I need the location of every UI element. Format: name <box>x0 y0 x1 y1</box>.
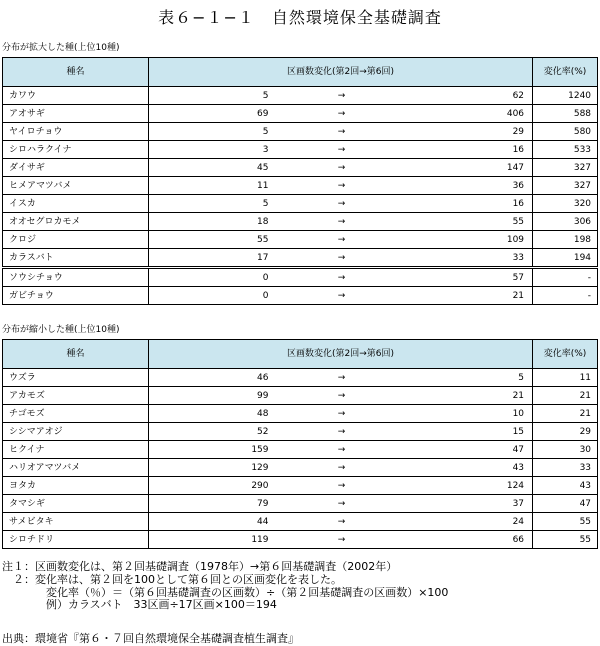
table-row <box>3 177 598 195</box>
count-6th-cell: 66 <box>407 531 533 549</box>
species-name-cell: ヨタカ <box>3 477 149 495</box>
count-6th-cell: 24 <box>407 513 533 531</box>
header-change: 区画数変化(第2回→第6回) <box>149 58 533 87</box>
species-name-cell: ヒクイナ <box>3 441 149 459</box>
count-6th-cell: 10 <box>407 405 533 423</box>
count-2nd-cell: 0 <box>149 287 277 305</box>
table-row <box>3 369 598 387</box>
note-line: ２：変化率は、第２回を100として第６回との区画変化を表した。 <box>2 572 342 586</box>
arrow-cell: → <box>277 369 407 387</box>
count-2nd-cell: 290 <box>149 477 277 495</box>
rate-cell: 1240 <box>533 87 598 105</box>
count-2nd-cell: 46 <box>149 369 277 387</box>
species-name-cell: カラスバト <box>3 249 149 268</box>
header-species: 種名 <box>3 58 149 87</box>
count-2nd-cell: 159 <box>149 441 277 459</box>
count-2nd-cell: 52 <box>149 423 277 441</box>
species-name-cell: チゴモズ <box>3 405 149 423</box>
count-2nd-cell: 0 <box>149 268 277 287</box>
species-name-cell: ダイサギ <box>3 159 149 177</box>
table-row <box>3 123 598 141</box>
rate-cell: 588 <box>533 105 598 123</box>
rate-cell: 194 <box>533 249 598 268</box>
note-line: 例）カラスバト 33区画÷17区画×100＝194 <box>2 598 277 612</box>
arrow-cell: → <box>277 495 407 513</box>
arrow-cell: → <box>277 123 407 141</box>
species-name-cell: タマシギ <box>3 495 149 513</box>
count-6th-cell: 57 <box>407 268 533 287</box>
species-name-cell: イスカ <box>3 195 149 213</box>
rate-cell: 21 <box>533 387 598 405</box>
rate-cell: 55 <box>533 513 598 531</box>
table-row <box>3 249 598 268</box>
table-row <box>3 495 598 513</box>
arrow-cell: → <box>277 249 407 268</box>
count-6th-cell: 55 <box>407 213 533 231</box>
note-line: 変化率（％）＝（第６回基礎調査の区画数）÷（第２回基礎調査の区画数）×100 <box>2 585 449 599</box>
species-name-cell: ガビチョウ <box>3 287 149 305</box>
species-name-cell: アオサギ <box>3 105 149 123</box>
count-2nd-cell: 55 <box>149 231 277 249</box>
rate-cell: 198 <box>533 231 598 249</box>
arrow-cell: → <box>277 387 407 405</box>
count-6th-cell: 47 <box>407 441 533 459</box>
rate-cell: 33 <box>533 459 598 477</box>
rate-cell: - <box>533 287 598 305</box>
arrow-cell: → <box>277 441 407 459</box>
count-2nd-cell: 11 <box>149 177 277 195</box>
count-2nd-cell: 17 <box>149 249 277 268</box>
header-rate: 変化率(%) <box>533 340 598 369</box>
table-row <box>3 195 598 213</box>
count-6th-cell: 21 <box>407 387 533 405</box>
table-row <box>3 231 598 249</box>
arrow-cell: → <box>277 405 407 423</box>
count-2nd-cell: 18 <box>149 213 277 231</box>
rate-cell: 55 <box>533 531 598 549</box>
rate-cell: 320 <box>533 195 598 213</box>
table-row <box>3 531 598 549</box>
rate-cell: 43 <box>533 477 598 495</box>
arrow-cell: → <box>277 477 407 495</box>
arrow-cell: → <box>277 531 407 549</box>
count-2nd-cell: 99 <box>149 387 277 405</box>
section-label-shrunk: 分布が縮小した種(上位10種) <box>2 325 120 335</box>
table-row <box>3 513 598 531</box>
arrow-cell: → <box>277 213 407 231</box>
count-2nd-cell: 44 <box>149 513 277 531</box>
table-row <box>3 441 598 459</box>
section-label-expanded: 分布が拡大した種(上位10種) <box>2 43 120 53</box>
count-2nd-cell: 45 <box>149 159 277 177</box>
table-expanded-species <box>2 57 598 305</box>
table-header-row <box>3 340 598 369</box>
arrow-cell: → <box>277 231 407 249</box>
species-name-cell: アカモズ <box>3 387 149 405</box>
header-change: 区画数変化(第2回→第6回) <box>149 340 533 369</box>
species-name-cell: ヤイロチョウ <box>3 123 149 141</box>
table-row <box>3 477 598 495</box>
count-6th-cell: 5 <box>407 369 533 387</box>
table-row <box>3 159 598 177</box>
species-name-cell: ヒメアマツバメ <box>3 177 149 195</box>
count-6th-cell: 62 <box>407 87 533 105</box>
species-name-cell: シロハラクイナ <box>3 141 149 159</box>
count-2nd-cell: 129 <box>149 459 277 477</box>
species-name-cell: ウズラ <box>3 369 149 387</box>
rate-cell: 29 <box>533 423 598 441</box>
count-2nd-cell: 5 <box>149 87 277 105</box>
count-2nd-cell: 5 <box>149 123 277 141</box>
count-2nd-cell: 5 <box>149 195 277 213</box>
count-2nd-cell: 48 <box>149 405 277 423</box>
rate-cell: 580 <box>533 123 598 141</box>
header-rate: 変化率(%) <box>533 58 598 87</box>
species-name-cell: シロチドリ <box>3 531 149 549</box>
rate-cell: 47 <box>533 495 598 513</box>
species-name-cell: ハリオアマツバメ <box>3 459 149 477</box>
count-2nd-cell: 119 <box>149 531 277 549</box>
table-row <box>3 459 598 477</box>
arrow-cell: → <box>277 513 407 531</box>
table-shrunk-species <box>2 339 598 549</box>
rate-cell: 30 <box>533 441 598 459</box>
species-name-cell: カワウ <box>3 87 149 105</box>
count-2nd-cell: 3 <box>149 141 277 159</box>
rate-cell: 21 <box>533 405 598 423</box>
table-row <box>3 423 598 441</box>
count-2nd-cell: 69 <box>149 105 277 123</box>
species-name-cell: ソウシチョウ <box>3 268 149 287</box>
table-row <box>3 387 598 405</box>
count-2nd-cell: 79 <box>149 495 277 513</box>
rate-cell: 327 <box>533 159 598 177</box>
source-citation: 出典：環境省『第６・７回自然環境保全基礎調査植生調査』 <box>2 632 299 645</box>
rate-cell: 533 <box>533 141 598 159</box>
note-line: 注１：区画数変化は、第２回基礎調査（1978年）→第６回基礎調査（2002年） <box>2 560 398 573</box>
arrow-cell: → <box>277 105 407 123</box>
arrow-cell: → <box>277 195 407 213</box>
arrow-cell: → <box>277 141 407 159</box>
notes <box>2 561 448 612</box>
arrow-cell: → <box>277 287 407 305</box>
count-6th-cell: 109 <box>407 231 533 249</box>
table-row <box>3 287 598 305</box>
rate-cell: 306 <box>533 213 598 231</box>
species-name-cell: サメビタキ <box>3 513 149 531</box>
count-6th-cell: 16 <box>407 195 533 213</box>
count-6th-cell: 16 <box>407 141 533 159</box>
count-6th-cell: 36 <box>407 177 533 195</box>
arrow-cell: → <box>277 87 407 105</box>
arrow-cell: → <box>277 177 407 195</box>
rate-cell: 327 <box>533 177 598 195</box>
table-row <box>3 141 598 159</box>
count-6th-cell: 147 <box>407 159 533 177</box>
table-row <box>3 405 598 423</box>
count-6th-cell: 33 <box>407 249 533 268</box>
count-6th-cell: 29 <box>407 123 533 141</box>
count-6th-cell: 21 <box>407 287 533 305</box>
arrow-cell: → <box>277 159 407 177</box>
count-6th-cell: 43 <box>407 459 533 477</box>
count-6th-cell: 15 <box>407 423 533 441</box>
rate-cell: 11 <box>533 369 598 387</box>
page-title: 表６−１−１ 自然環境保全基礎調査 <box>158 8 442 27</box>
species-name-cell: シシマアオジ <box>3 423 149 441</box>
table-row <box>3 213 598 231</box>
species-name-cell: オオセグロカモメ <box>3 213 149 231</box>
species-name-cell: クロジ <box>3 231 149 249</box>
table-row <box>3 268 598 287</box>
table-header-row <box>3 58 598 87</box>
header-species: 種名 <box>3 340 149 369</box>
arrow-cell: → <box>277 459 407 477</box>
arrow-cell: → <box>277 423 407 441</box>
count-6th-cell: 406 <box>407 105 533 123</box>
count-6th-cell: 37 <box>407 495 533 513</box>
table-row <box>3 87 598 105</box>
rate-cell: - <box>533 268 598 287</box>
arrow-cell: → <box>277 268 407 287</box>
count-6th-cell: 124 <box>407 477 533 495</box>
table-row <box>3 105 598 123</box>
